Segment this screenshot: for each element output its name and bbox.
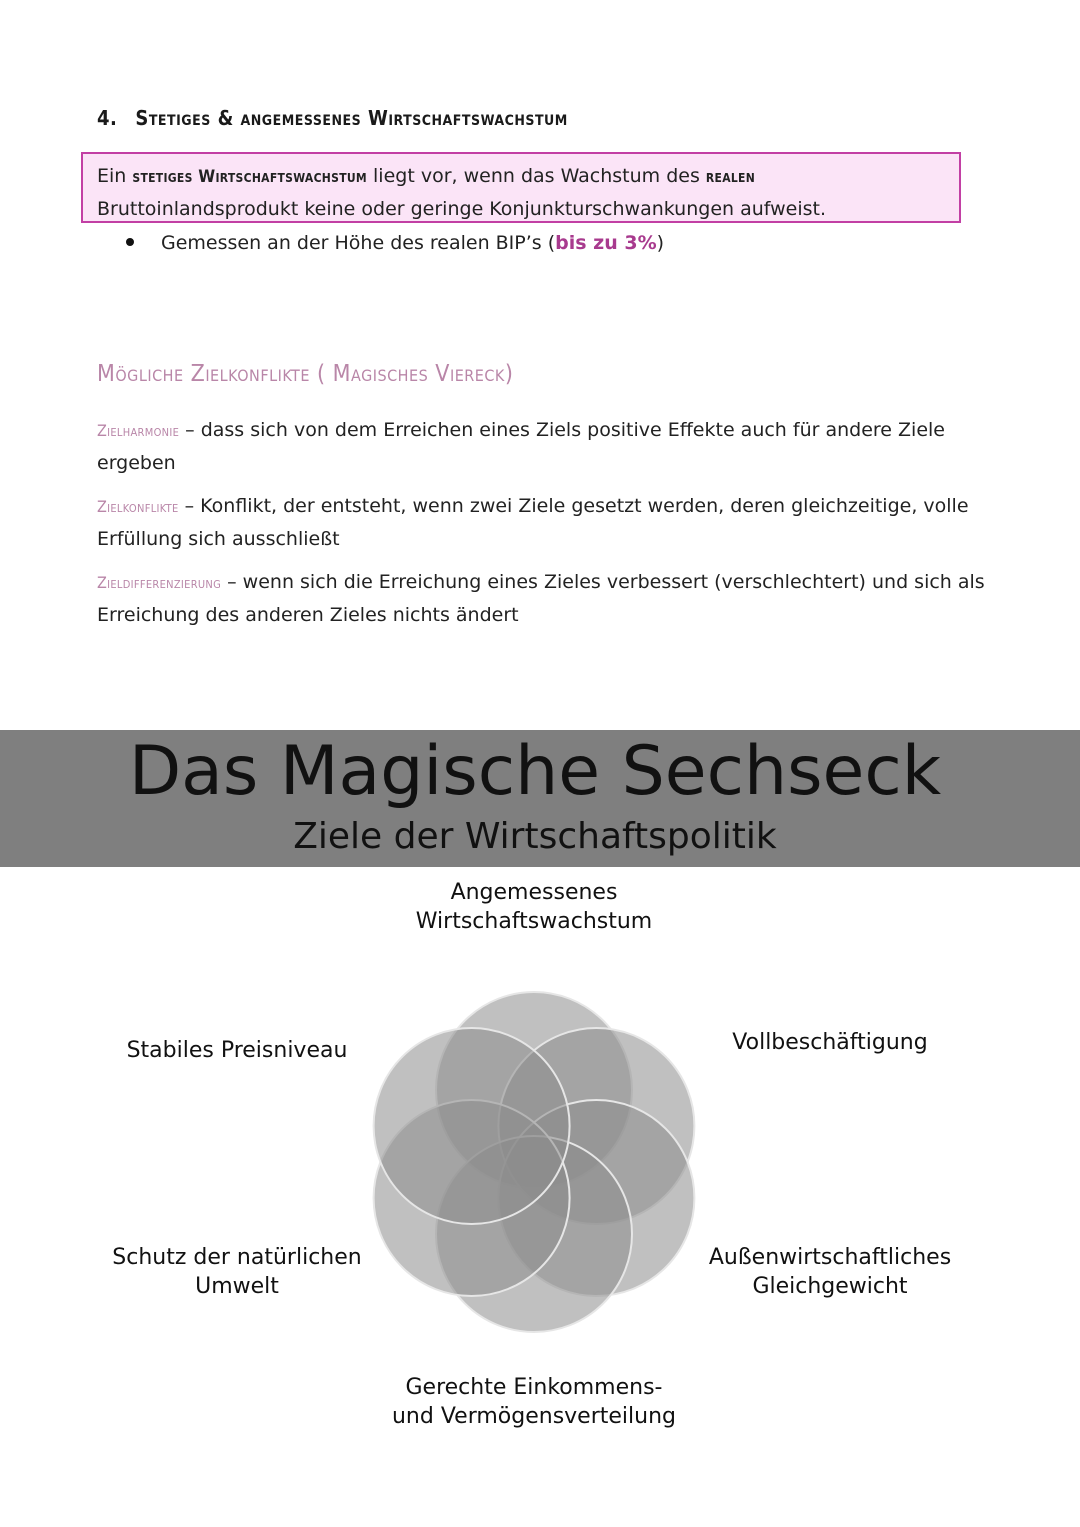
- text-zieldifferenzierung: – wenn sich die Erreichung eines Zieles verbessert (verschlechtert) und sich als Erreichung des anderen Zieles nichts ändert: [97, 571, 985, 626]
- term-zieldifferenzierung: Zieldifferenzierung: [97, 573, 222, 592]
- banner-subtitle: Ziele der Wirtschaftspolitik: [293, 816, 777, 857]
- definition-part1: Ein: [97, 165, 127, 187]
- definition-term: stetiges Wirtschaftswachstum: [132, 167, 367, 187]
- banner-title: Das Magische Sechseck: [128, 732, 942, 811]
- definition-box: [81, 152, 961, 223]
- title-banner: [0, 730, 1080, 867]
- term-zielharmonie: Zielharmonie: [97, 421, 180, 440]
- six-circle-diagram: [360, 980, 710, 1350]
- bullet-text: Gemessen an der Höhe des realen BIP’s (: [161, 232, 556, 254]
- bullet-close: ): [656, 232, 665, 254]
- bullet-highlight: bis zu 3%: [555, 232, 657, 254]
- label-preisniveau: Stabiles Preisniveau: [126, 1038, 348, 1063]
- label-vollbeschaeftigung: Vollbeschäftigung: [732, 1030, 928, 1055]
- bullet-item: [126, 232, 664, 254]
- label-umwelt: Schutz der natürlichen Umwelt: [112, 1245, 362, 1299]
- label-verteilung: Gerechte Einkommens- und Vermögensverteilung: [391, 1375, 676, 1429]
- definition-emphasis: realen: [705, 167, 756, 187]
- text-zielharmonie: – dass sich von dem Erreichen eines Ziels positive Effekte auch für andere Ziele ergeben: [97, 419, 945, 474]
- paragraph-zielharmonie: [97, 414, 987, 480]
- konflikte-heading: Mögliche Zielkonflikte ( Magisches Viereck): [97, 361, 514, 387]
- text-zielkonflikte: – Konflikt, der entsteht, wenn zwei Ziele gesetzt werden, deren gleichzeitige, volle Erfüllung sich ausschließt: [97, 495, 969, 550]
- paragraph-zieldifferenzierung: [97, 566, 987, 632]
- bullet-icon: [126, 238, 134, 246]
- section-heading: [97, 106, 568, 130]
- circle-top-left: [374, 1028, 570, 1224]
- definition-part2: liegt vor, wenn das Wachstum des: [373, 165, 700, 187]
- label-aussenwirtschaft: Außenwirtschaftliches Gleichgewicht: [708, 1245, 952, 1299]
- section-title: Stetiges & angemessenes Wirtschaftswachstum: [135, 106, 568, 130]
- paragraph-zielkonflikte: [97, 490, 987, 556]
- definition-part3: Bruttoinlandsprodukt keine oder geringe Konjunkturschwankungen aufweist.: [97, 198, 827, 220]
- section-number: 4.: [97, 106, 118, 130]
- term-zielkonflikte: Zielkonflikte: [97, 497, 179, 516]
- label-wirtschaftswachstum: Angemessenes Wirtschaftswachstum: [415, 880, 653, 934]
